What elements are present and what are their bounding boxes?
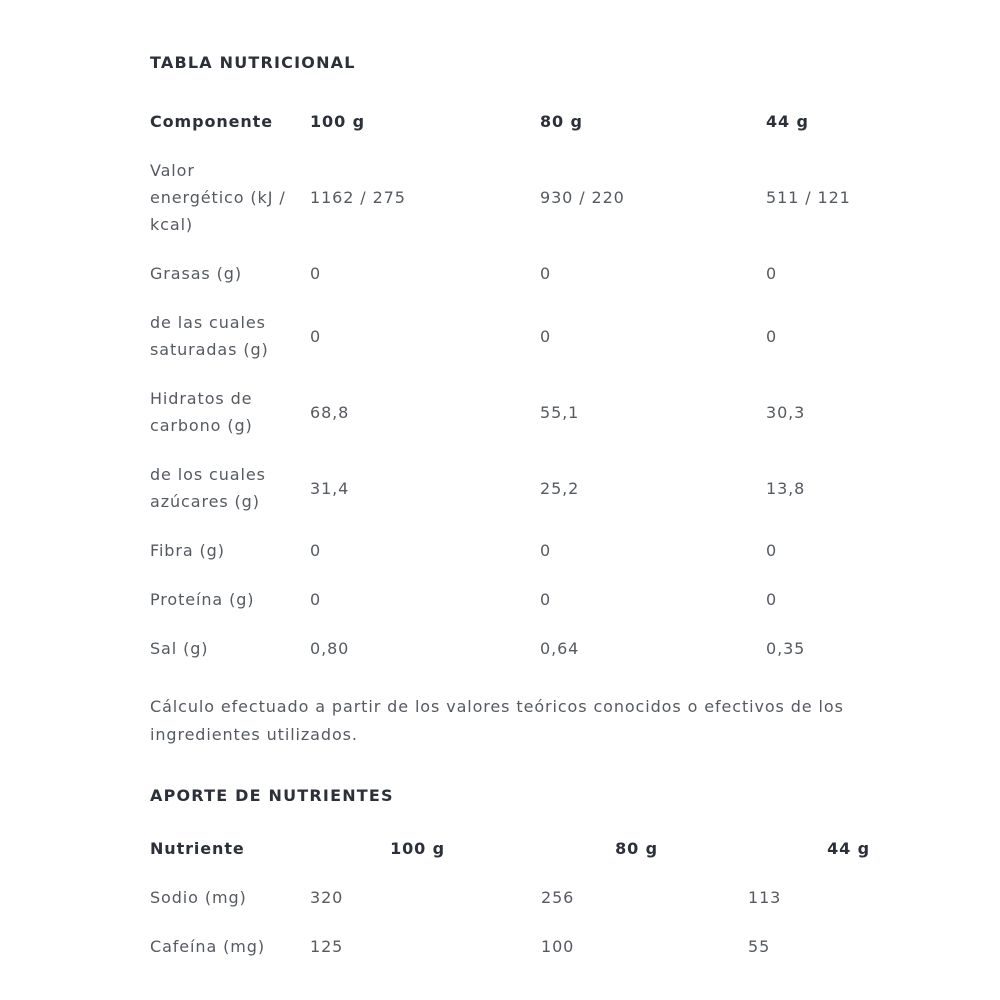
row-sal (150, 624, 890, 673)
value-44g: 511 / 121 (766, 188, 851, 207)
nutrients-table (150, 824, 890, 971)
value-80g: 256 (541, 888, 575, 907)
value-80g: 100 (541, 937, 575, 956)
value-44g: 0 (766, 264, 778, 283)
nutrients-table-header-row (150, 824, 890, 873)
value-44g: 113 (748, 888, 782, 907)
row-label: de las cuales saturadas (g) (150, 313, 269, 359)
row-proteina (150, 575, 890, 624)
col-header-80g: 80 g (540, 112, 583, 131)
nutrition-info-panel (150, 52, 890, 971)
value-80g: 0,64 (540, 639, 580, 658)
value-100g: 320 (310, 888, 344, 907)
value-80g: 55,1 (540, 402, 580, 422)
row-label: de los cuales azúcares (g) (150, 465, 266, 511)
row-label: Proteína (g) (150, 590, 255, 609)
row-cafeina (150, 922, 890, 971)
row-label: Cafeína (mg) (150, 937, 265, 956)
value-100g: 0,80 (310, 639, 350, 658)
row-saturadas (150, 298, 890, 374)
value-44g: 0 (766, 326, 778, 346)
col-header-100g: 100 g (310, 112, 365, 131)
row-valor-energetico (150, 146, 890, 249)
value-80g: 0 (540, 541, 552, 560)
value-44g: 0 (766, 541, 778, 560)
row-label: Sal (g) (150, 639, 209, 658)
row-hidratos-carbono (150, 374, 890, 450)
row-label: Hidratos de carbono (g) (150, 389, 253, 435)
col-header-nutriente: Nutriente (150, 839, 245, 858)
section-title-tabla-nutricional: TABLA NUTRICIONAL (150, 53, 356, 72)
row-sodio (150, 873, 890, 922)
row-azucares (150, 450, 890, 526)
value-100g: 68,8 (310, 402, 350, 422)
section-title-aporte-nutrientes: APORTE DE NUTRIENTES (150, 786, 394, 805)
value-80g: 0 (540, 590, 552, 609)
value-100g: 0 (310, 590, 322, 609)
value-100g: 1162 / 275 (310, 188, 406, 207)
value-100g: 0 (310, 264, 322, 283)
value-100g: 31,4 (310, 478, 350, 498)
row-fibra (150, 526, 890, 575)
value-44g: 13,8 (766, 478, 806, 498)
value-44g: 0,35 (766, 639, 806, 658)
calculation-footnote: Cálculo efectuado a partir de los valores teóricos conocidos o efectivos de los ingredientes utilizados. (150, 697, 844, 744)
col-header-44g: 44 g (827, 839, 870, 858)
row-label: Fibra (g) (150, 541, 225, 560)
col-header-44g: 44 g (766, 112, 809, 131)
col-header-100g: 100 g (390, 839, 445, 858)
col-header-componente: Componente (150, 112, 273, 131)
col-header-80g: 80 g (615, 839, 658, 858)
row-grasas (150, 249, 890, 298)
value-80g: 0 (540, 264, 552, 283)
row-label: Sodio (mg) (150, 888, 247, 907)
value-100g: 0 (310, 326, 322, 346)
row-label: Valor energético (kJ / kcal) (150, 161, 286, 234)
nutrition-table (150, 97, 890, 673)
value-44g: 0 (766, 590, 778, 609)
row-label: Grasas (g) (150, 264, 242, 283)
nutrition-table-header-row (150, 97, 890, 146)
value-44g: 30,3 (766, 402, 806, 422)
value-44g: 55 (748, 937, 771, 956)
value-80g: 25,2 (540, 478, 580, 498)
value-100g: 0 (310, 541, 322, 560)
value-80g: 0 (540, 326, 552, 346)
value-100g: 125 (310, 937, 344, 956)
value-80g: 930 / 220 (540, 188, 625, 207)
